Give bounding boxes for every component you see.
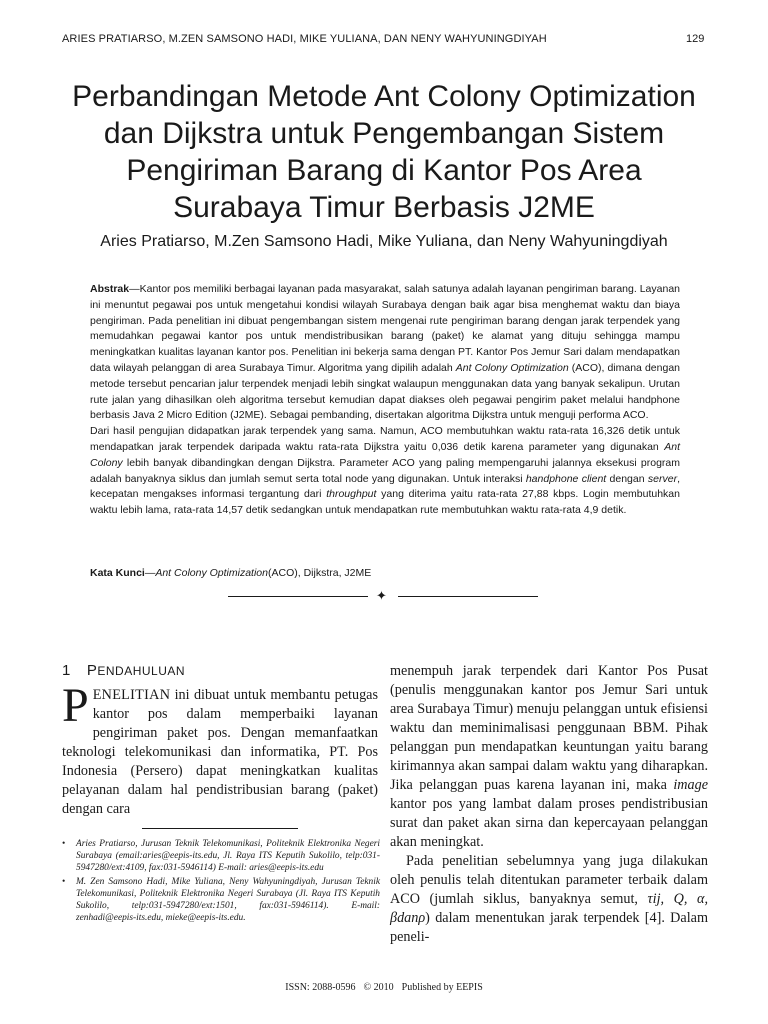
section-heading	[62, 662, 185, 679]
intro-text: ini dibuat untuk membantu petugas kantor pos dalam memperbaiki layanan pengiriman paket pos. Dengan memanfaatkan teknologi telekomunikasi dan informatika, PT. Pos Indonesia (Persero) dapat meningkatkan kualitas pelayanan dalam hal pendistribusian barang (paket) dengan cara	[62, 687, 378, 817]
abstract-term: server	[647, 472, 678, 485]
abstract-text: dengan	[606, 472, 648, 485]
abstract-text: yang diterima yaitu rata-rata 27,88 kbps. Login membutuhkan waktu lebih lama, rata-rata 14,57 detik sedangkan untuk mendapatkan rute membutuhkan waktu rata-rata 4,9 detik.	[90, 488, 680, 517]
abstract-text: Kantor pos memiliki berbagai layanan pada masyarakat, salah satunya adalah layanan pengiriman barang. Layanan ini menuntut pegawai pos untuk mengetahui kondisi wilayah Surabaya dengan baik agar bisa menghemat waktu dan biaya pengiriman. Pada penelitian ini dibuat pengembangan sistem mengenai rute pengiriman barang dengan jarak terpendek yang memudahkan pegawai kantor pos untuk mendistribusikan barang (paket) ke alamat yang dituju sehingga mampu meningkatkan kualitas layanan kantor pos. Penelitian ini bekerja sama dengan PT. Kantor Pos Jemur Sari dalam mendapatkan data wilayah pelanggan di area Surabaya Timur. Algoritma yang dipilih adalah	[90, 283, 680, 374]
footer-issn: ISSN: 2088-0596	[285, 982, 356, 993]
footnote-item	[62, 838, 380, 875]
footer-publisher: Published by EEPIS	[401, 982, 483, 993]
section-number: 1	[62, 662, 71, 679]
separator-star-icon: ✦	[376, 588, 387, 603]
footnotes	[62, 838, 380, 925]
footnote-item	[62, 876, 380, 925]
keywords-dash: —	[144, 567, 156, 579]
section-title-initial: P	[86, 662, 98, 679]
section-title-rest: ENDAHULUAN	[97, 664, 186, 678]
title-line-3: Pengiriman Barang di Kantor Pos Area	[126, 154, 642, 187]
intro-text: menempuh jarak terpendek dari Kantor Pos Pusat (penulis menggunakan kantor pos Jemur Sari untuk area Surabaya Timur) menuju pelanggan untuk efisiensi waktu dan meminimalisasi penggunaan BBM. Pihak pelanggan pun mendapatkan keuntungan yaitu barang kirimannya akan sampai dalam waktu yang diharapkan. Jika pelanggan puas karena layanan ini, maka	[390, 663, 708, 793]
footer-copyright: © 2010	[363, 982, 394, 993]
intro-text: Pada penelitian sebelumnya yang juga dilakukan oleh penulis telah ditentukan parameter terbaik dalam ACO (jumlah siklus, banyaknya semut,	[390, 853, 708, 907]
separator-rule-right	[398, 596, 538, 597]
abstract-term: throughput	[326, 488, 377, 501]
abstract-text: Dari hasil pengujian didapatkan jarak terpendek yang sama. Namun, ACO membutuhkan waktu rata-rata 16,326 detik untuk mendapatkan jarak terpendek daripada waktu rata-rata Dijkstra yaitu 0,036 detik karena parameter yang digunakan	[90, 425, 680, 453]
abstract-term: Ant Colony Optimization	[455, 361, 569, 374]
intro-text: ) dalam menentukan jarak terpendek [4]. Dalam peneli-	[390, 910, 708, 945]
abstract-paragraph-1	[90, 282, 680, 424]
footnote-text: Aries Pratiarso, Jurusan Teknik Telekomunikasi, Politeknik Elektronika Negeri Surabaya (email:aries@eepis-its.edu, Jl. Raya ITS Keputih Sukolilo, telp:031-5947280/ext:4109, fax:031-5946114) E-mail: aries@eepis-its.edu	[76, 839, 380, 874]
footnote-rule	[142, 828, 298, 829]
keyword-list: (ACO), Dijkstra, J2ME	[267, 567, 372, 579]
intro-smallcaps: ENELITIAN	[92, 687, 171, 703]
separator-rule-left	[228, 596, 368, 597]
keywords-label: Kata Kunci	[90, 567, 145, 579]
abstract-text: (ACO), dimana dengan metode tersebut pencarian jalur terpendek menjadi lebih singkat walaupun menggunakan data yang banyak sekalipun. Urutan rute jalan yang dihasilkan oleh algoritma tersebut kemudian dapat diakses oleh pegawai pengirim paket melalui handphone berbasis Java 2 Micro Edition (J2ME). Sebagai pembanding, disertakan algoritma Dijkstra untuk menguji performa ACO.	[90, 361, 680, 422]
intro-text: kantor pos yang lambat dalam proses pendistribusian surat dan paket akan sirna dan kepercayaan pelanggan akan meningkat.	[390, 796, 708, 850]
abstract	[90, 282, 680, 519]
abstract-text: , kecepatan mengakses informasi tergantung dari	[90, 472, 680, 501]
drop-cap: P	[62, 679, 89, 732]
intro-right-column	[390, 662, 708, 947]
bullet-icon: •	[62, 876, 66, 887]
footnote-text: M. Zen Samsono Hadi, Mike Yuliana, Neny Wahyuningdiyah, Jurusan Teknik Telekomunikasi, Politeknik Elektronika Negeri Surabaya (Jl. Raya ITS Keputih Sukolilo, telp:031-5947280/ext:1501, fax:031-5946114). E-mail: zenhadi@eepis-its.edu, mieke@eepis-its.edu.	[76, 876, 380, 924]
page-footer	[200, 982, 568, 993]
abstract-term: Ant Colony	[90, 440, 680, 469]
abstract-term: handphone client	[525, 472, 607, 485]
keyword-term: Ant Colony Optimization	[155, 567, 268, 579]
title-line-4: Surabaya Timur Berbasis J2ME	[173, 191, 595, 224]
abstract-dash: —	[129, 283, 140, 295]
intro-left-column	[62, 679, 378, 819]
abstract-paragraph-2	[90, 424, 680, 519]
running-head: ARIES PRATIARSO, M.ZEN SAMSONO HADI, MIKE YULIANA, DAN NENY WAHYUNINGDIYAH	[62, 33, 547, 45]
page-number: 129	[686, 33, 705, 45]
bullet-icon: •	[62, 839, 66, 849]
title-line-2: dan Dijkstra untuk Pengembangan Sistem	[103, 117, 665, 150]
intro-right-paragraph-1	[390, 662, 708, 852]
intro-term: image	[673, 777, 708, 793]
title-line-1: Perbandingan Metode Ant Colony Optimization	[72, 80, 696, 113]
paper-title	[40, 78, 728, 226]
abstract-label: Abstrak	[90, 283, 130, 295]
math-expression: τij, Q, α, βdanρ	[390, 891, 709, 926]
keywords	[90, 566, 680, 581]
intro-right-paragraph-2	[390, 852, 708, 947]
author-list: Aries Pratiarso, M.Zen Samsono Hadi, Mike Yuliana, dan Neny Wahyuningdiyah	[100, 233, 668, 250]
abstract-text: lebih banyak dibandingkan dengan Dijkstra. Parameter ACO yang paling mempengaruhi jalannya eksekusi program adalah banyaknya siklus dan jumlah semut serta total node yang digunakan. Untuk interaksi	[90, 456, 680, 485]
